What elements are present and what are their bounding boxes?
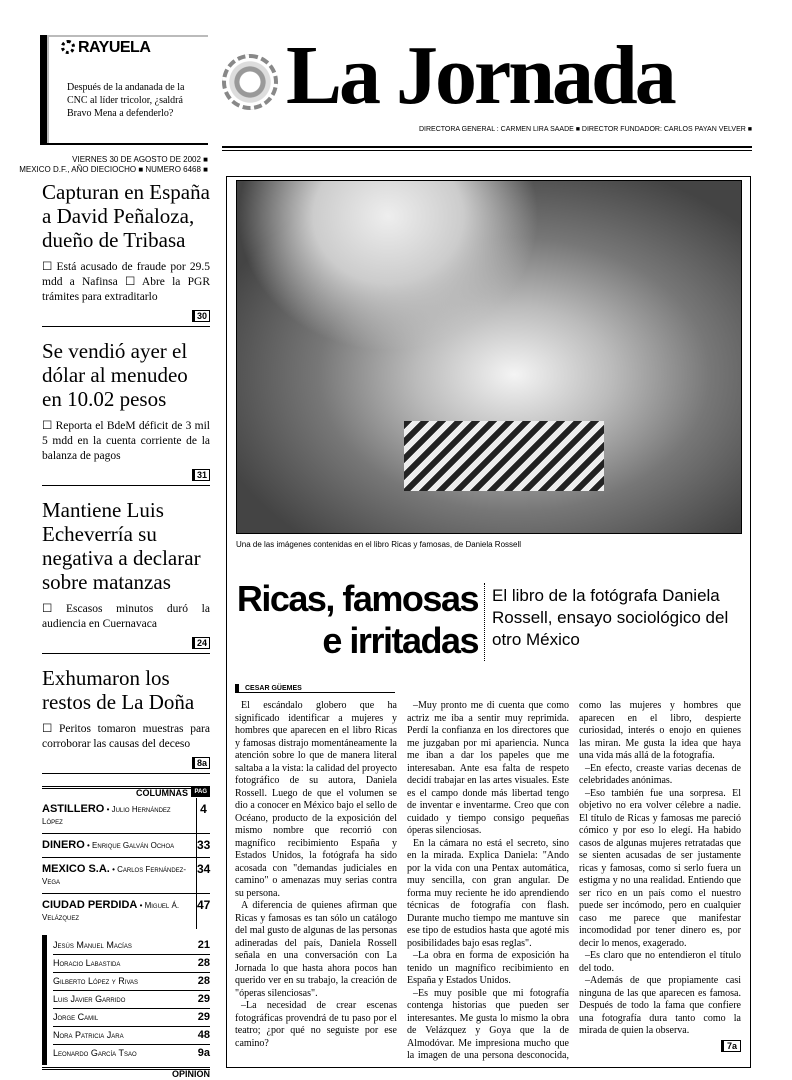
rayuela-title-text: RAYUELA — [78, 39, 151, 56]
main-headline-line1: Ricas, famosas — [236, 578, 478, 619]
article-body — [235, 700, 741, 1063]
article-paragraph: –Es claro que no entendieron el título del todo. — [579, 950, 741, 974]
columnas-title: COLUMNAS — [136, 788, 188, 798]
column-page: 4 — [196, 798, 210, 833]
story — [42, 339, 210, 486]
story-summary: ☐ Reporta el BdeM déficit de 3 mil 5 mdd en la cuenta corriente de la balanza de pagos — [42, 420, 210, 462]
opinion-item[interactable] — [53, 1045, 210, 1063]
rayuela-spiral-icon — [61, 40, 75, 54]
opinion-author: Nora Patricia Jara — [53, 1030, 124, 1040]
byline: CESAR GÜEMES — [235, 684, 395, 693]
divider — [42, 485, 210, 486]
rayuela-text: Después de la andanada de la CNC al líder tricolor, ¿saldrá Bravo Mena a defenderlo? — [67, 82, 185, 119]
story-headline[interactable]: Se vendió ayer el dólar al menudeo en 10.02 pesos — [42, 339, 188, 411]
divider — [42, 773, 210, 774]
opinion-list — [42, 935, 210, 1065]
headline-divider — [484, 583, 485, 661]
opinion-page: 21 — [197, 939, 210, 951]
story — [42, 498, 210, 654]
rayuela-title — [61, 39, 150, 57]
story-headline[interactable]: Capturan en España a David Peñaloza, dueño de Tribasa — [42, 180, 210, 252]
masthead-rule — [222, 146, 752, 151]
column-item[interactable]: MEXICO S.A. • Carlos Fernández-Vega 34 — [42, 858, 210, 894]
story — [42, 666, 210, 774]
opinion-author: Jorge Camil — [53, 1012, 99, 1022]
page-number: 24 — [192, 637, 210, 649]
article-paragraph: –La necesidad de crear escenas fotográficas provendrá de tu paso por el teatro; ¿por qué no seguiste por ese camino? — [235, 1000, 397, 1049]
main-headline[interactable] — [234, 578, 478, 662]
column-author: Enrique Galván Ochoa — [92, 841, 175, 850]
article-paragraph: –La obra en forma de exposición ha tenido un magnífico recibimiento en España y Estados Unidos. — [407, 950, 569, 986]
opinion-author: Gilberto López y Rivas — [53, 976, 139, 986]
main-deck: El libro de la fotógrafa Daniela Rossell, ensayo sociológico del otro México — [492, 586, 729, 649]
column-page: 34 — [196, 858, 210, 893]
photo-caption: Una de las imágenes contenidas en el libro Ricas y famosas, de Daniela Rossell — [236, 540, 522, 549]
article-paragraph: –Eso también fue una sorpresa. El objetivo no era volver célebre a nadie. El título de Ricas y famosas me pareció cómico y por eso lo elegí. Ha habido casos de algunas mujeres retratadas que se sienten acusadas de ser justamente ricas y famosas, como si serlo fuera un estigma y no una realidad. Entiendo que ser rico en un país como el nuestro puede ser incómodo, pero en cualquier caso me parece que manifestar incomodidad por tener dinero es, por decir lo menos, exagerado. — [579, 787, 741, 949]
opinion-page: 48 — [197, 1029, 210, 1041]
column-item[interactable]: DINERO • Enrique Galván Ochoa 33 — [42, 834, 210, 858]
opinion-page: 28 — [197, 975, 210, 987]
story-summary: ☐ Peritos tomaron muestras para corroborar las causas del deceso — [42, 723, 210, 750]
column-name: DINERO — [42, 839, 85, 851]
opinion-item[interactable] — [53, 937, 210, 955]
left-column — [42, 180, 210, 1079]
article-paragraph: –Muy pronto me di cuenta que como actriz me iba a sentir muy reprimida. Perdí la confianza en los directores que me juzgaban por mi apariencia. Nunca me iban a dar los papeles que me interesaban. Ante esa falta de respeto decidí trabajar en las artes visuales. Este es el campo donde más libertad tengo de inventar e inventarme. Creo que con cuidado y tiempo consigo pequeñas óperas silenciosas. — [407, 700, 569, 836]
masthead-name: La Jornada — [286, 29, 674, 122]
opinion-item[interactable] — [53, 973, 210, 991]
page-number: 31 — [192, 469, 210, 481]
dateline-edition: MEXICO D.F., AÑO DIECIOCHO ■ NUMERO 6468 ■ — [19, 165, 208, 174]
opinion-page: 29 — [197, 993, 210, 1005]
opinion-author: Jesús Manuel Macías — [53, 940, 132, 950]
opinion-page: 9a — [197, 1047, 210, 1059]
column-item[interactable]: ASTILLERO • Julio Hernández López 4 — [42, 798, 210, 834]
opinion-page: 28 — [197, 957, 210, 969]
opinion-footer: OPINION — [42, 1067, 210, 1079]
story — [42, 180, 210, 327]
opinion-item[interactable] — [53, 1009, 210, 1027]
column-name: MEXICO S.A. — [42, 863, 110, 875]
divider — [42, 326, 210, 327]
article-paragraph: A diferencia de quienes afirman que Ricas y famosas es tan sólo un catálogo del mal gusto de algunas de las personas adineradas del país, Daniela Rossell señala en una conversación con La Jornada lo que hasta ahora pocos han querido ver en su trabajo, la creación de "óperas silenciosas". — [235, 900, 397, 999]
page-reference[interactable] — [42, 637, 210, 649]
column-page: 33 — [196, 834, 210, 857]
page-reference[interactable] — [42, 757, 210, 769]
main-headline-line2: e irritadas — [322, 620, 478, 661]
opinion-item[interactable] — [53, 955, 210, 973]
opinion-page: 29 — [197, 1011, 210, 1023]
story-summary: ☐ Está acusado de fraude por 29.5 mdd a Nafinsa ☐ Abre la PGR trámites para extraditarlo — [42, 261, 210, 303]
story-headline[interactable]: Mantiene Luis Echeverría su negativa a declarar sobre matanzas — [42, 498, 201, 594]
article-paragraph: –Es muy posible que mi fotografía contenga historias que pueden ser interesantes. Me gusta lo mismo la obra de Velázquez y Goya que la de Almodóvar. Me impresiona mucho que la imagen de una persona desconocida, como las mujeres y hombres que aparecen en el libro, despierte curiosidad, interés o enojo en quienes las miran. Me gusta la idea que haya una vida más allá de la fotografía. — [407, 700, 741, 1061]
page-number: 30 — [192, 310, 210, 322]
story-headline[interactable]: Exhumaron los restos de La Doña — [42, 666, 195, 714]
column-name: CIUDAD PERDIDA — [42, 899, 138, 911]
page-number: 7a — [721, 1040, 741, 1052]
cover-photo[interactable] — [236, 180, 742, 534]
opinion-author: Horacio Labastida — [53, 958, 121, 968]
dateline-date: VIERNES 30 DE AGOSTO DE 2002 ■ — [72, 155, 208, 164]
opinion-item[interactable] — [53, 1027, 210, 1045]
column-name: ASTILLERO — [42, 803, 105, 815]
page-number: 8a — [192, 757, 210, 769]
columnas-page-tag: PAG — [191, 787, 210, 797]
page-reference[interactable] — [579, 1040, 741, 1052]
article-paragraph: En la cámara no está el secreto, sino en la mirada. Explica Daniela: "Ando por la vida con una Pentax automática, muy sencilla, con gran angular. De forma muy reciente he ido aprendiendo técnicas de fotografía con flash. Durante mucho tiempo me mantuve sin ese tipo de estudios hasta que agoté mis posibilidades bajo esas reglas". — [407, 837, 569, 949]
article-paragraph: –En efecto, creaste varias decenas de celebridades anónimas. — [579, 762, 741, 786]
masthead-directors: DIRECTORA GENERAL : CARMEN LIRA SAADE ■ DIRECTOR FUNDADOR: CARLOS PAYAN VELVER ■ — [419, 126, 752, 133]
opinion-item[interactable] — [53, 991, 210, 1009]
opinion-author: Leonardo García Tsao — [53, 1048, 137, 1058]
divider — [42, 653, 210, 654]
column-item[interactable]: CIUDAD PERDIDA • Miguel Á. Velázquez 47 — [42, 894, 210, 929]
page-reference[interactable] — [42, 310, 210, 322]
columnas-header — [42, 786, 210, 798]
story-summary: ☐ Escasos minutos duró la audiencia en Cuernavaca — [42, 603, 210, 630]
article-paragraph: –Además de que propiamente casi ninguna de las que aparecen es famosa. Después de todo la fama que confiere una fotografía dura tanto como la mirada de quien la observa. — [579, 975, 741, 1036]
page-reference[interactable] — [42, 469, 210, 481]
column-author: Julio Hernández López — [42, 805, 171, 826]
column-author: Carlos Fernández-Vega — [42, 865, 186, 886]
masthead-logo[interactable] — [222, 29, 752, 124]
column-author: Miguel Á. Velázquez — [42, 901, 180, 922]
sun-logo-icon — [222, 54, 278, 110]
column-page: 47 — [196, 894, 210, 929]
rayuela-box — [40, 35, 208, 145]
opinion-author: Luis Javier Garrido — [53, 994, 126, 1004]
article-paragraph: El escándalo globero que ha significado identificar a mujeres y hombres que aparecen en el libro Ricas y famosas distrajo momentáneamente la atención sobre lo que de manera literal saltaba a la vista: la calidad del proyecto fotográfico de su autora, Daniela Rossell. Luego de que el volumen se dio a conocer en México bajo el sello de Océano, producto de la exposición del mismo nombre que recorrió con magnífico recibimiento España y Estados Unidos, la fotógrafa ha sido acosada con "demandas judiciales en camino" o amenazas muy serias contra su persona. — [235, 700, 397, 899]
